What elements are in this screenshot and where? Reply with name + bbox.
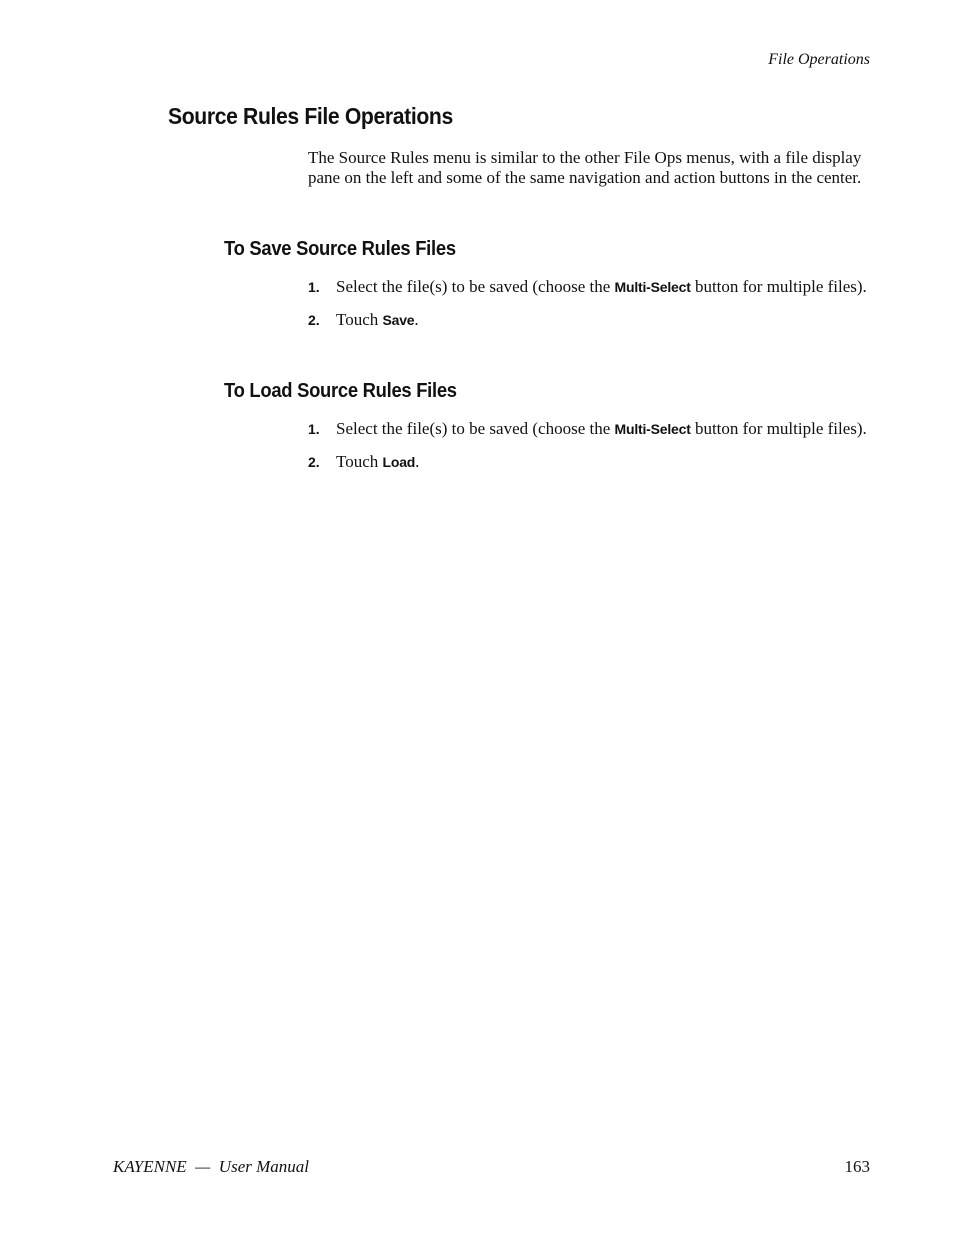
step-text: button for multiple files). — [690, 419, 867, 438]
step-text: Select the file(s) to be saved (choose the — [336, 277, 615, 296]
step-text: Touch — [336, 310, 383, 329]
step-number: 2. — [308, 454, 320, 470]
multi-select-term: Multi-Select — [614, 421, 691, 437]
section-title: Source Rules File Operations — [168, 103, 453, 129]
save-term: Save — [382, 312, 415, 328]
step-number: 2. — [308, 312, 320, 328]
save-steps-list — [308, 277, 878, 343]
load-step-2 — [308, 452, 878, 472]
intro-paragraph: The Source Rules menu is similar to the other File Ops menus, with a file display pane on the left and some of the same navigation and action buttons in the center. — [308, 148, 862, 187]
save-step-2 — [308, 310, 878, 330]
load-subsection-title: To Load Source Rules Files — [224, 380, 457, 402]
step-text: Touch — [336, 452, 383, 471]
multi-select-term: Multi-Select — [614, 279, 691, 295]
step-number: 1. — [308, 421, 320, 437]
save-step-1 — [308, 277, 878, 297]
step-number: 1. — [308, 279, 320, 295]
save-subsection-title: To Save Source Rules Files — [224, 238, 456, 260]
step-text: . — [414, 310, 419, 329]
load-step-1 — [308, 419, 878, 439]
step-text: button for multiple files). — [690, 277, 867, 296]
running-header: File Operations — [768, 51, 870, 68]
step-text: Select the file(s) to be saved (choose the — [336, 419, 615, 438]
load-steps-list — [308, 419, 878, 485]
footer-manual-title: KAYENNE — User Manual — [113, 1157, 309, 1176]
step-text: . — [415, 452, 420, 471]
load-term: Load — [382, 454, 416, 470]
footer-page-number: 163 — [844, 1157, 870, 1176]
